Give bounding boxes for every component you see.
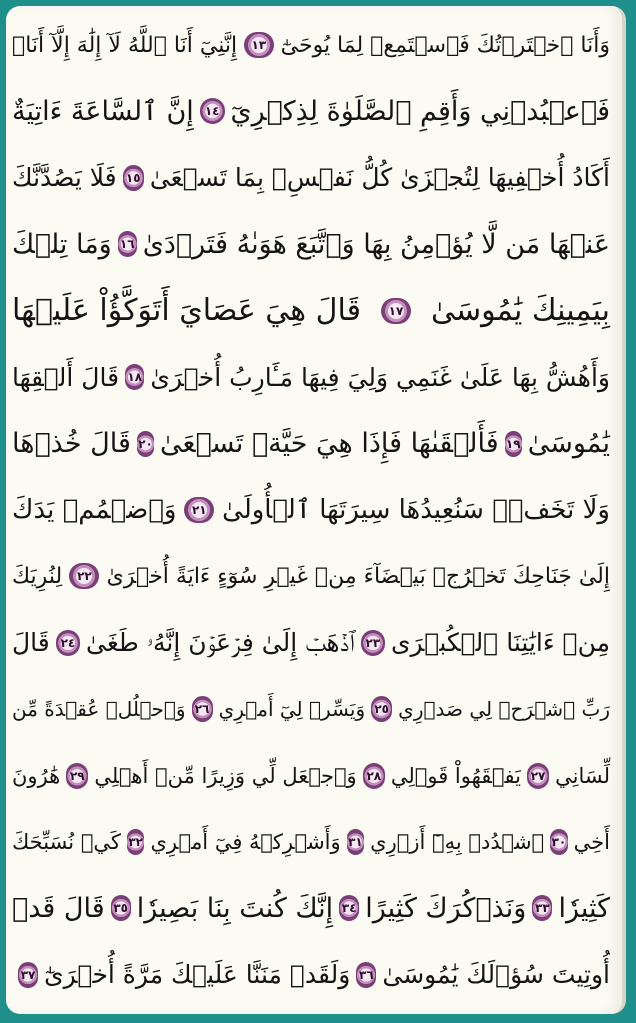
verse-text: أَكَادُ أُخۡفِيهَا لِتُجۡزَىٰ كُلُّ نَفۡسِۭ بِمَا تَسۡعَىٰ bbox=[149, 163, 610, 193]
verse-line bbox=[12, 745, 610, 807]
verse-text: قَالَ bbox=[12, 628, 50, 658]
verse-text: وَٱحۡلُلۡ عُقۡدَةً مِّن bbox=[12, 697, 186, 722]
verse-text: رَبِّ ٱشۡرَحۡ لِي صَدۡرِي bbox=[398, 697, 610, 722]
verse-text: إِنَّكَ كُنتَ بِنَا بَصِيرٗا bbox=[136, 892, 334, 924]
ayah-number-marker: ٢٥ bbox=[371, 696, 392, 722]
verse-text: وَٱجۡعَل لِّي وَزِيرًا مِّنۡ أَهۡلِي bbox=[94, 763, 357, 788]
verse-text: وَنَذۡكُرَكَ كَثِيرًا bbox=[365, 892, 527, 924]
ayah-number-marker: ١٣ bbox=[244, 32, 274, 58]
verse-text: فَٱعۡبُدۡنِي وَأَقِمِ ٱلصَّلَوٰةَ لِذِكۡرِيٓ bbox=[230, 95, 610, 127]
verse-text: إِنَّنِيٓ أَنَا ٱللَّهُ لَآ إِلَٰهَ إِلَّآ أَنَا۠ bbox=[12, 32, 238, 58]
verse-text: إِلَىٰ جَنَاحِكَ تَخۡرُجۡ بَيۡضَآءَ مِنۡ غَيۡرِ سُوٓءٍ ءَايَةً أُخۡرَىٰ bbox=[106, 563, 610, 589]
verse-line bbox=[12, 413, 610, 475]
verse-line bbox=[12, 14, 610, 76]
verse-line bbox=[12, 147, 610, 209]
verse-text: قَالَ خُذۡهَا bbox=[12, 428, 131, 460]
verse-text: وَلَقَدۡ مَنَنَّا عَلَيۡكَ مَرَّةً أُخۡرَىٰٓ bbox=[44, 960, 351, 990]
ayah-number-marker: ٣٦ bbox=[356, 962, 376, 988]
verse-text: وَٱضۡمُمۡ يَدَكَ bbox=[12, 494, 177, 525]
ayah-number-marker: ٢٨ bbox=[363, 763, 385, 789]
verse-text: بِيَمِينِكَ يَٰمُوسَىٰ bbox=[430, 293, 610, 329]
verse-text: ٱذۡهَبۡ إِلَىٰ فِرۡعَوۡنَ إِنَّهُۥ طَغَىٰ bbox=[86, 627, 355, 657]
ayah-number-marker: ٣٣ bbox=[532, 895, 552, 921]
verse-line bbox=[12, 811, 610, 873]
verse-text: فَأَلۡقَىٰهَا فَإِذَا هِيَ حَيَّةٞ تَسۡعَىٰ bbox=[160, 428, 499, 460]
mushaf-page[interactable] bbox=[6, 6, 626, 1014]
verse-text: كَيۡ نُسَبِّحَكَ bbox=[11, 830, 121, 855]
verse-line bbox=[12, 612, 610, 674]
verse-text: كَثِيرٗا bbox=[558, 892, 610, 924]
ayah-number-marker: ٢٣ bbox=[361, 630, 385, 656]
ayah-number-marker: ٣٥ bbox=[111, 895, 131, 921]
verse-text: قَالَ قَدۡ bbox=[12, 892, 105, 924]
ayah-number-marker: ٣٤ bbox=[339, 895, 359, 921]
verse-line bbox=[12, 213, 610, 275]
ayah-number-marker: ١٤ bbox=[200, 98, 225, 124]
verse-text: أُوتِيتَ سُؤۡلَكَ يَٰمُوسَىٰ bbox=[382, 960, 610, 990]
verse-text: ٱشۡدُدۡ بِهِۦٓ أَزۡرِي bbox=[370, 830, 545, 855]
ayah-number-marker: ٣١ bbox=[347, 829, 365, 855]
verse-text: فَلَا يَصُدَّنَّكَ bbox=[12, 163, 117, 193]
ayah-number-marker: ٣٧ bbox=[18, 962, 38, 988]
verse-text: وَمَا تِلۡكَ bbox=[12, 228, 112, 260]
text-lines bbox=[12, 14, 610, 1006]
verse-line bbox=[12, 944, 610, 1006]
verse-text: إِنَّ ٱلسَّاعَةَ ءَاتِيَةٌ bbox=[12, 95, 194, 127]
verse-line bbox=[12, 346, 610, 408]
verse-line bbox=[12, 479, 610, 541]
verse-text: عَنۡهَا مَن لَّا يُؤۡمِنُ بِهَا وَٱتَّبَعَ هَوَىٰهُ فَتَرۡدَىٰ bbox=[142, 228, 610, 260]
verse-line bbox=[12, 877, 610, 939]
ayah-number-marker: ٢٤ bbox=[56, 630, 80, 656]
verse-text: لِنُرِيَكَ bbox=[12, 563, 63, 589]
ayah-number-marker: ٢٩ bbox=[66, 763, 88, 789]
verse-text: لِّسَانِي bbox=[555, 763, 610, 788]
ayah-number-marker: ٣٢ bbox=[127, 829, 145, 855]
ayah-number-marker: ٢٧ bbox=[527, 763, 549, 789]
verse-text: هَٰرُونَ bbox=[12, 763, 61, 788]
ayah-number-marker: ٢٦ bbox=[192, 696, 213, 722]
ayah-number-marker: ١٦ bbox=[118, 231, 137, 257]
verse-line bbox=[12, 678, 610, 740]
ayah-number-marker: ٢١ bbox=[184, 497, 214, 523]
verse-line bbox=[12, 545, 610, 607]
verse-text: قَالَ أَلۡقِهَا bbox=[12, 362, 120, 392]
verse-text: وَأَشۡرِكۡهُ فِيٓ أَمۡرِي bbox=[150, 830, 341, 855]
verse-text: وَلَا تَخَفۡۖ سَنُعِيدُهَا سِيرَتَهَا ٱلۡأُولَىٰ bbox=[222, 494, 610, 525]
ayah-number-marker: ٣٠ bbox=[550, 829, 568, 855]
ayah-number-marker: ٢٠ bbox=[137, 431, 154, 457]
verse-text: وَأَنَا ٱخۡتَرۡتُكَ فَٱسۡتَمِعۡ لِمَا يُوحَىٰٓ bbox=[280, 32, 610, 58]
verse-text: أَخِي bbox=[573, 830, 610, 855]
ayah-number-marker: ١٨ bbox=[125, 364, 144, 390]
ayah-number-marker: ٢٢ bbox=[69, 563, 99, 589]
verse-line bbox=[12, 280, 610, 342]
verse-text: قَالَ هِيَ عَصَايَ أَتَوَكَّؤُاْ عَلَيۡهَا bbox=[12, 293, 361, 329]
verse-text: وَأَهُشُّ بِهَا عَلَىٰ غَنَمِي وَلِيَ فِيهَا مَـَٔارِبُ أُخۡرَىٰ bbox=[150, 362, 610, 392]
ayah-number-marker: ١٩ bbox=[505, 431, 522, 457]
verse-text: يَفۡقَهُواْ قَوۡلِي bbox=[390, 763, 521, 788]
verse-line bbox=[12, 80, 610, 142]
verse-text: يَٰمُوسَىٰ bbox=[527, 428, 610, 460]
ayah-number-marker: ١٧ bbox=[381, 298, 411, 324]
verse-text: مِنۡ ءَايَٰتِنَا ٱلۡكُبۡرَى bbox=[390, 628, 610, 658]
ayah-number-marker: ١٥ bbox=[123, 165, 144, 191]
verse-text: وَيَسِّرۡ لِيٓ أَمۡرِي bbox=[218, 697, 366, 722]
